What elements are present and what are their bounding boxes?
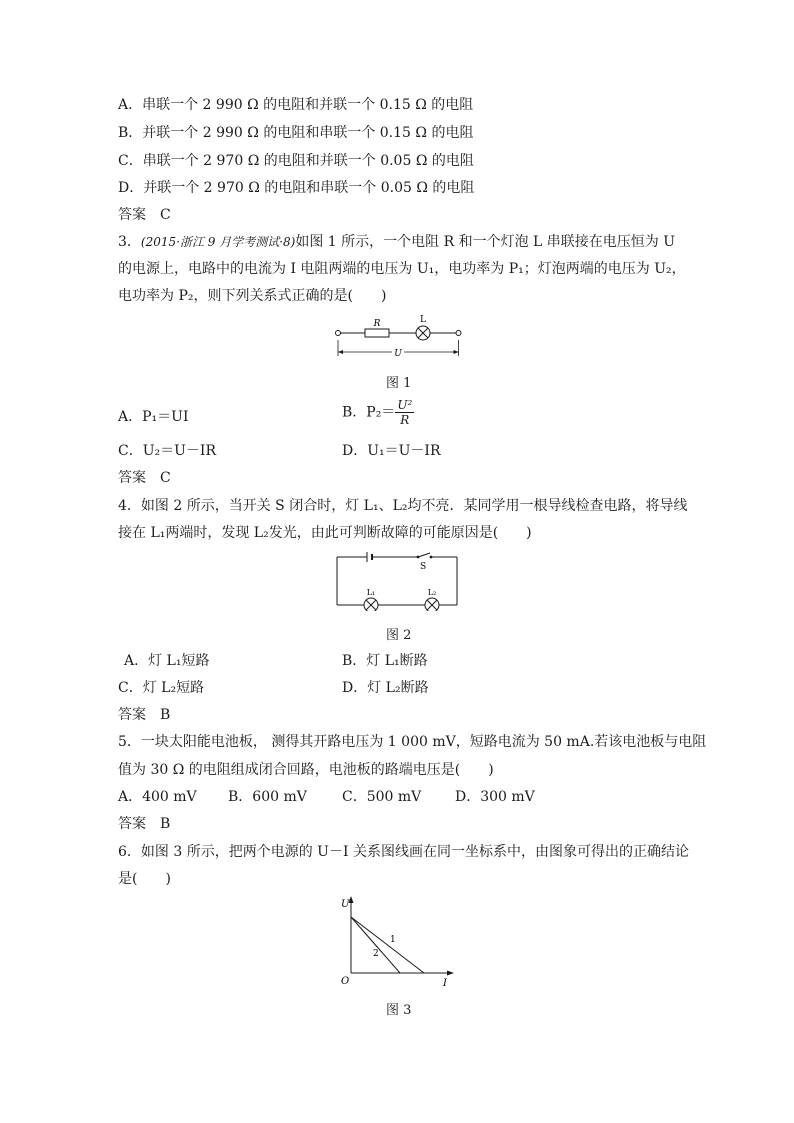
figure-2-circuit bbox=[333, 549, 461, 611]
terminal-right bbox=[456, 331, 461, 336]
label-i: I bbox=[443, 978, 447, 988]
answer-label: 答案 bbox=[118, 707, 146, 723]
q3-option-d: D．U₁＝U－IR bbox=[342, 443, 441, 459]
label-l: L bbox=[420, 315, 426, 325]
fraction-denominator: R bbox=[400, 413, 410, 427]
answer-value: C bbox=[160, 207, 171, 223]
q4-answer bbox=[118, 706, 170, 724]
answer-value: C bbox=[160, 470, 171, 486]
answer-label: 答案 bbox=[118, 207, 146, 223]
q3-stem-line1 bbox=[118, 233, 675, 251]
figure-1-circuit bbox=[330, 312, 470, 362]
q4-option-c: C．灯 L₂短路 bbox=[118, 680, 205, 696]
label-l1: L₁ bbox=[366, 588, 376, 597]
q3-answer bbox=[118, 469, 171, 487]
label-line-2: 2 bbox=[373, 949, 379, 959]
lamp-l2-icon bbox=[425, 598, 439, 611]
q3-option-a: A．P₁＝UI bbox=[118, 409, 189, 425]
answer-label: 答案 bbox=[118, 816, 146, 832]
q2-option-b: B．并联一个 2 990 Ω 的电阻和串联一个 0.15 Ω 的电阻 bbox=[118, 125, 474, 141]
q4-stem-line1: 4．如图 2 所示，当开关 S 闭合时，灯 L₁、L₂均不亮．某同学用一根导线检查电路，将导线 bbox=[118, 498, 688, 514]
label-o: O bbox=[341, 976, 350, 987]
q2-option-a: A．串联一个 2 990 Ω 的电阻和并联一个 0.15 Ω 的电阻 bbox=[118, 97, 474, 113]
answer-value: B bbox=[160, 816, 171, 832]
q5-answer bbox=[118, 815, 170, 833]
q3-option-b-fraction bbox=[395, 398, 414, 427]
q5-option-a: A．400 mV bbox=[118, 789, 197, 805]
q4-stem-line2: 接在 L₁两端时，发现 L₂发光，由此可判断故障的可能原因是( ) bbox=[118, 525, 532, 541]
q4-option-a: A．灯 L₁短路 bbox=[124, 653, 210, 669]
label-l2: L₂ bbox=[427, 588, 437, 597]
figure-1-caption: 图 1 bbox=[386, 376, 412, 391]
answer-value: B bbox=[160, 707, 171, 723]
q5-option-d: D．300 mV bbox=[455, 789, 535, 805]
figure-2-caption: 图 2 bbox=[386, 628, 412, 643]
battery-icon bbox=[367, 552, 372, 562]
lamp-l-icon bbox=[416, 326, 430, 340]
label-u: U bbox=[394, 349, 402, 359]
line-2 bbox=[351, 917, 400, 973]
label-s: S bbox=[420, 562, 427, 572]
q4-option-b: B．灯 L₁断路 bbox=[342, 653, 428, 669]
q5-stem-line1: 5．一块太阳能电池板， 测得其开路电压为 1 000 mV，短路电流为 50 mA.若该电池板与电阻 bbox=[118, 734, 707, 750]
q5-stem-line2: 值为 30 Ω 的电阻组成闭合回路，电池板的路端电压是( ) bbox=[118, 762, 494, 778]
line-1 bbox=[351, 917, 424, 973]
q2-option-d: D．并联一个 2 970 Ω 的电阻和串联一个 0.05 Ω 的电阻 bbox=[118, 180, 475, 196]
q3-option-c: C．U₂＝U－IR bbox=[118, 443, 216, 459]
figure-3-caption: 图 3 bbox=[386, 1003, 412, 1018]
answer-label: 答案 bbox=[118, 470, 146, 486]
q3-stem-line3: 电功率为 P₂，则下列关系式正确的是( ) bbox=[118, 288, 387, 304]
q3-stem-line2: 的电源上，电路中的电流为 I 电阻两端的电压为 U₁，电功率为 P₁；灯泡两端的电压为 U₂， bbox=[118, 261, 686, 277]
q3-option-b bbox=[342, 398, 414, 427]
q2-answer bbox=[118, 206, 171, 224]
fraction-numerator: U² bbox=[397, 398, 413, 412]
lamp-l1-icon bbox=[364, 598, 378, 611]
resistor-r bbox=[365, 329, 389, 337]
q3-option-b-prefix: B．P₂＝ bbox=[342, 404, 396, 421]
q3-source: (2015·浙江 9 月学考测试·8) bbox=[140, 235, 296, 249]
q4-option-d: D．灯 L₂断路 bbox=[342, 680, 429, 696]
q6-stem-line1: 6．如图 3 所示，把两个电源的 U－I 关系图线画在同一坐标系中，由图象可得出的正确结论 bbox=[118, 844, 689, 860]
label-u: U bbox=[341, 899, 350, 910]
label-line-1: 1 bbox=[390, 935, 396, 945]
label-r: R bbox=[373, 319, 381, 329]
terminal-left bbox=[336, 331, 341, 336]
q5-option-b: B．600 mV bbox=[228, 789, 307, 805]
switch-s-icon bbox=[417, 553, 433, 558]
q6-stem-line2: 是( ) bbox=[118, 871, 171, 887]
q5-option-c: C．500 mV bbox=[342, 789, 422, 805]
q2-option-c: C．串联一个 2 970 Ω 的电阻和并联一个 0.05 Ω 的电阻 bbox=[118, 153, 474, 169]
q3-number: 3． bbox=[118, 234, 141, 250]
figure-3-ui-graph bbox=[336, 893, 460, 988]
q3-stem-text: 如图 1 所示，一个电阻 R 和一个灯泡 L 串联接在电压恒为 U bbox=[295, 234, 676, 250]
